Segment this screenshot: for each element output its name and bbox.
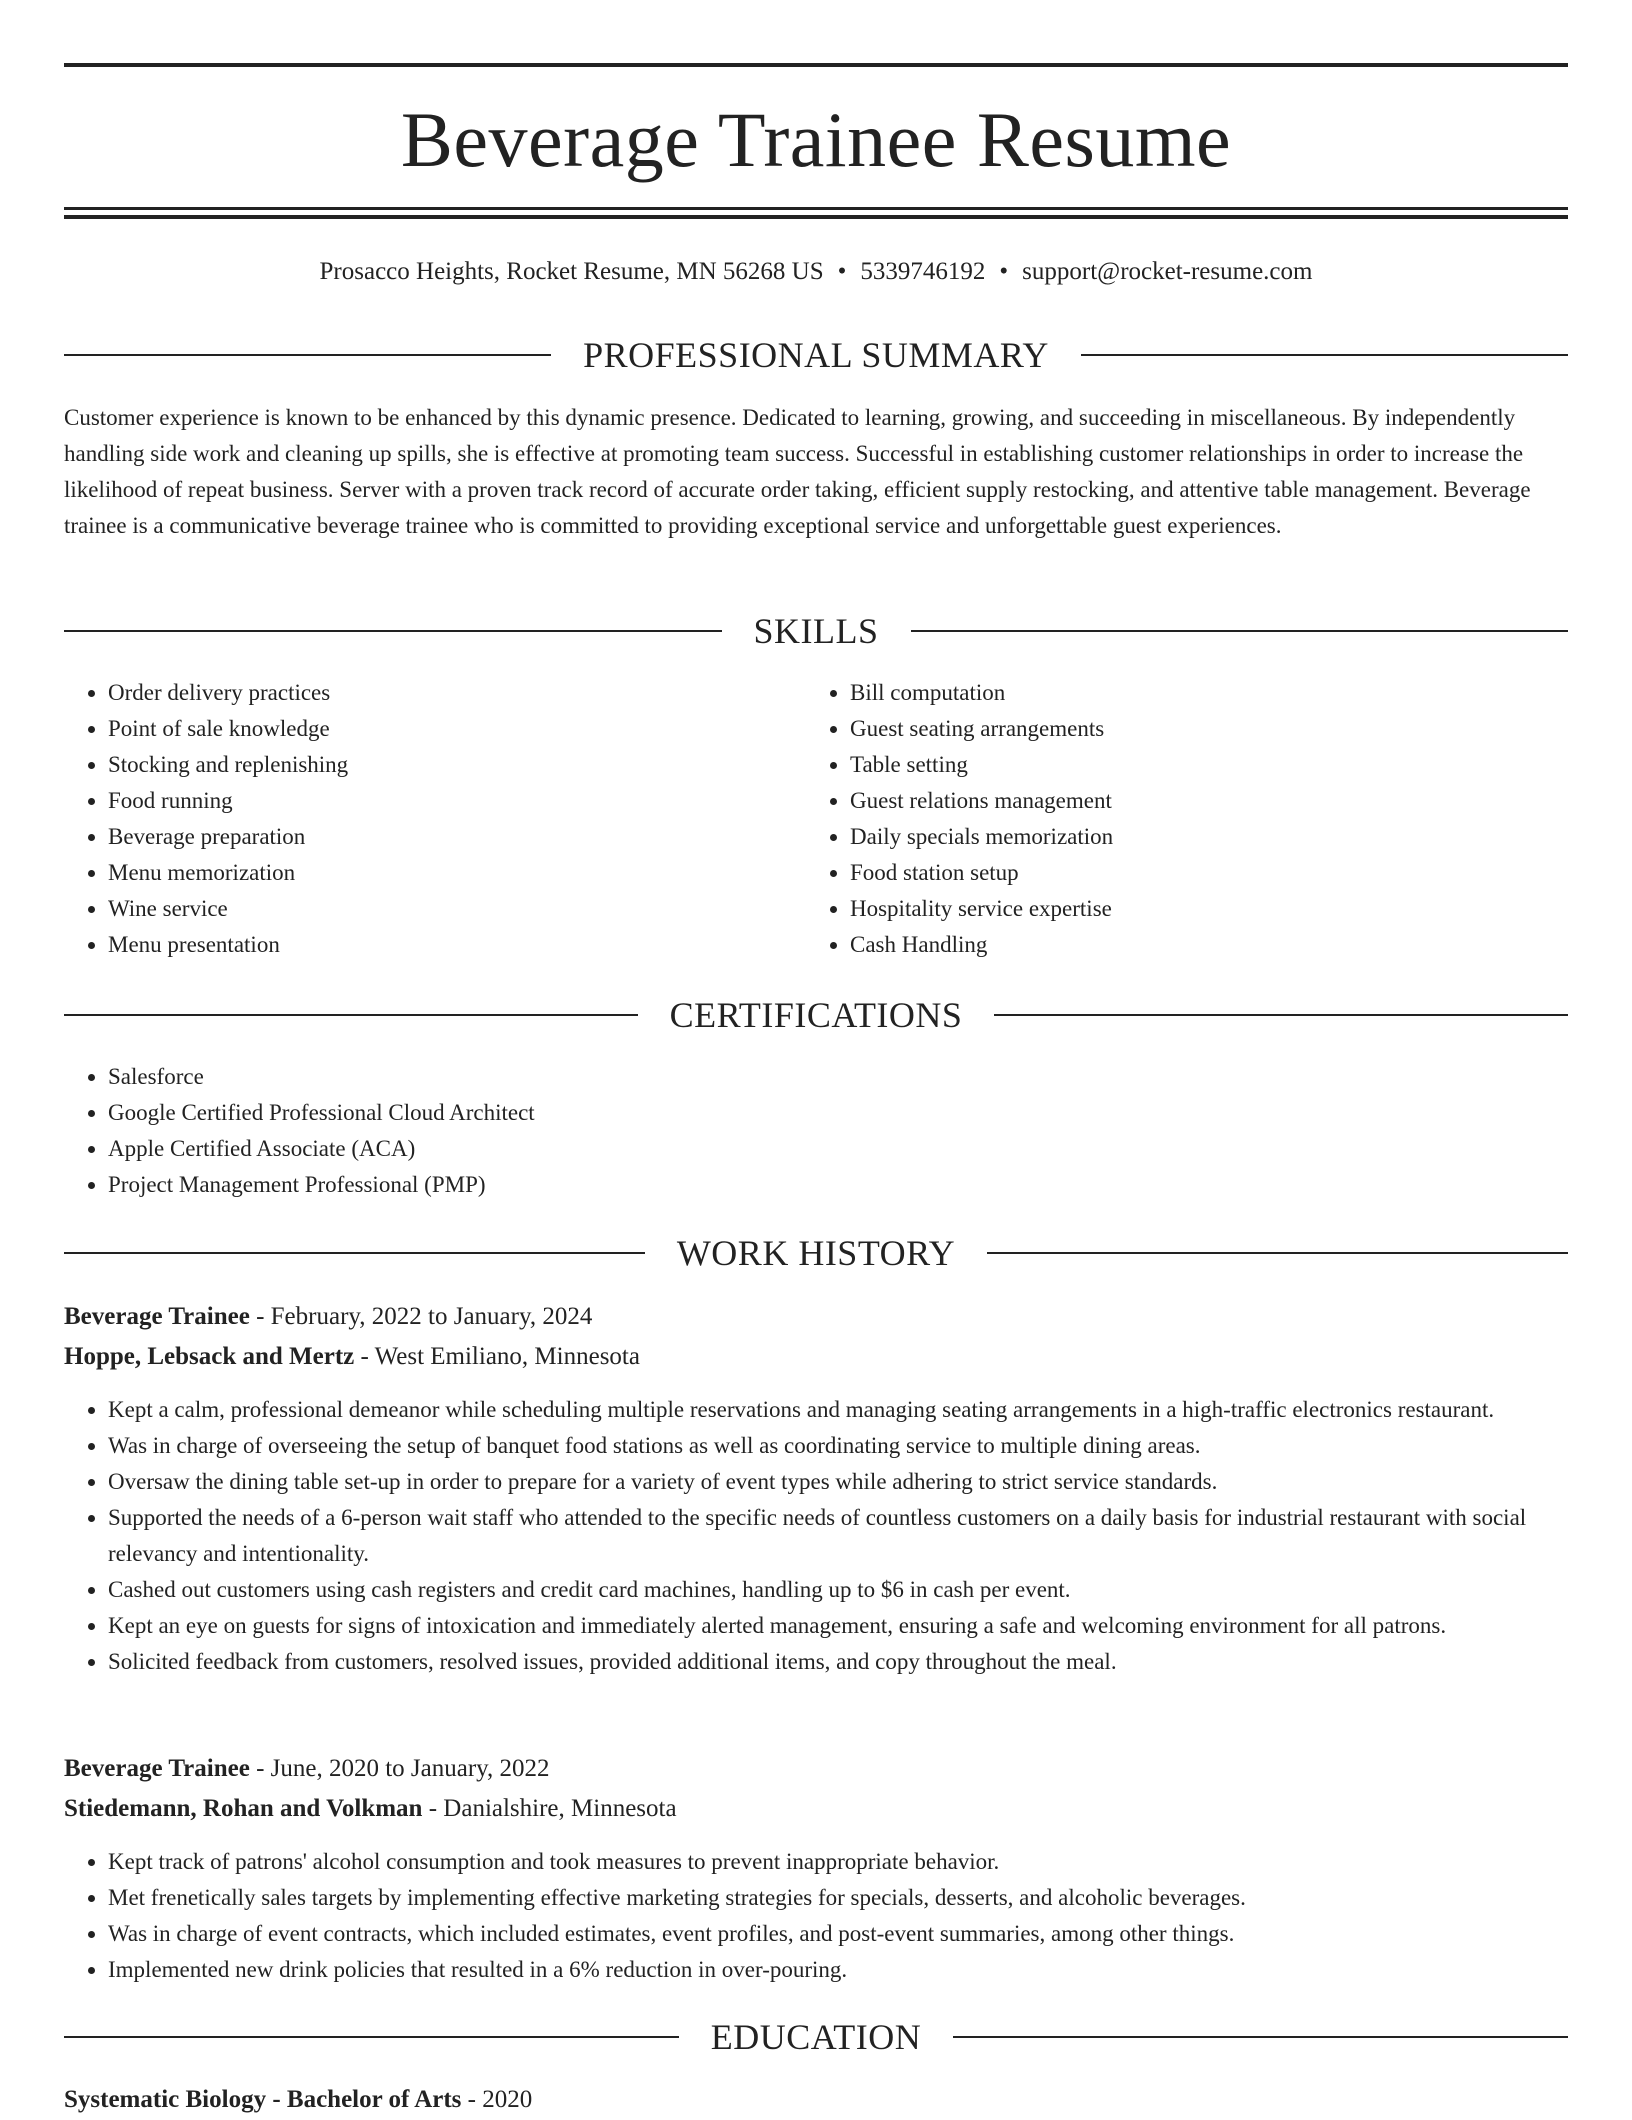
education-year: - 2020 [461,2086,533,2113]
section-title: CERTIFICATIONS [669,995,963,1035]
skill-item: • Cash Handling [850,927,1566,963]
job-company-line [64,1789,1568,1829]
contact-email: support@rocket-resume.com [1022,258,1313,285]
divider-line [64,1014,638,1016]
divider-line [953,2036,1568,2038]
job-bullet: • Kept track of patrons' alcohol consumption and took measures to prevent inappropriate behavior. [108,1844,1568,1880]
job-bullet: • Kept an eye on guests for signs of intoxication and immediately alerted management, ensuring a safe and welcoming environment for all patrons. [108,1608,1568,1644]
skill-item: • Food running [108,783,764,819]
divider-line [911,630,1569,632]
job-title-line [64,1749,1568,1789]
section-header-summary [64,333,1568,377]
skill-item: • Guest seating arrangements [850,711,1566,747]
section-title: SKILLS [753,611,879,651]
job-bullets [64,1844,1568,1988]
title-rule-upper [64,207,1568,210]
skill-item: • Menu presentation [108,927,764,963]
resume-title: Beverage Trainee Resume [400,96,1232,183]
job-bullet: • Implemented new drink policies that resulted in a 6% reduction in over-pouring. [108,1952,1568,1988]
divider-line [987,1252,1568,1254]
skills-column-right [806,675,1566,963]
job-bullet: • Met frenetically sales targets by implementing effective marketing strategies for specials, desserts, and alcoholic beverages. [108,1880,1568,1916]
job-bullets [64,1392,1568,1680]
job-company: Hoppe, Lebsack and Mertz [64,1343,355,1370]
job-company: Stiedemann, Rohan and Volkman [64,1795,423,1822]
skills-column-left [64,675,764,963]
divider-line [64,1252,645,1254]
skill-item: • Table setting [850,747,1566,783]
job-dates: - February, 2022 to January, 2024 [249,1303,593,1330]
section-title: WORK HISTORY [676,1233,956,1273]
certification-item: • Salesforce [108,1059,1568,1095]
job-bullet: • Was in charge of event contracts, which included estimates, event profiles, and post-event summaries, among other things. [108,1916,1568,1952]
job-bullet: • Cashed out customers using cash registers and credit card machines, handling up to $6 in cash per event. [108,1572,1568,1608]
skill-item: • Daily specials memorization [850,819,1566,855]
certification-item: • Project Management Professional (PMP) [108,1167,1568,1203]
job-company-line [64,1337,1568,1377]
skill-item: • Wine service [108,891,764,927]
skill-item: • Hospitality service expertise [850,891,1566,927]
certification-item: • Apple Certified Associate (ACA) [108,1131,1568,1167]
job-location: - West Emiliano, Minnesota [354,1343,640,1370]
education-line [64,2080,1568,2120]
section-header-skills [64,609,1568,653]
skill-item: • Food station setup [850,855,1566,891]
job-bullet: • Oversaw the dining table set-up in order to prepare for a variety of event types while adhering to strict service standards. [108,1464,1568,1500]
contact-address: Prosacco Heights, Rocket Resume, MN 56268 US [319,258,824,285]
skill-item: • Beverage preparation [108,819,764,855]
job-location: - Danialshire, Minnesota [422,1795,677,1822]
top-rule [64,63,1568,67]
skill-item: • Bill computation [850,675,1566,711]
section-header-work-history [64,1231,1568,1275]
title-rule-lower [64,215,1568,219]
skill-item: • Point of sale knowledge [108,711,764,747]
job-bullet: • Solicited feedback from customers, resolved issues, provided additional items, and copy throughout the meal. [108,1644,1568,1680]
job-title: Beverage Trainee [64,1303,250,1330]
job-dates: - June, 2020 to January, 2022 [249,1755,550,1782]
skill-item: • Menu memorization [108,855,764,891]
job-bullet: • Kept a calm, professional demeanor while scheduling multiple reservations and managing seating arrangements in a high-traffic electronics restaurant. [108,1392,1568,1428]
skill-item: • Order delivery practices [108,675,764,711]
divider-line [64,630,722,632]
section-title: EDUCATION [710,2017,922,2057]
divider-line [994,1014,1568,1016]
job-title: Beverage Trainee [64,1755,250,1782]
skill-item: • Stocking and replenishing [108,747,764,783]
contact-separator: • [999,258,1009,285]
divider-line [64,354,551,356]
education-degree: Systematic Biology - Bachelor of Arts [64,2086,462,2113]
job-title-line [64,1297,1568,1337]
certification-item: • Google Certified Professional Cloud Architect [108,1095,1568,1131]
section-header-education [64,2015,1568,2059]
job-bullet: • Was in charge of overseeing the setup of banquet food stations as well as coordinating service to multiple dining areas. [108,1428,1568,1464]
job-bullet: • Supported the needs of a 6-person wait staff who attended to the specific needs of countless customers on a daily basis for industrial restaurant with social relevancy and intentionality. [108,1500,1568,1572]
divider-line [1081,354,1568,356]
section-header-certifications [64,993,1568,1037]
contact-line [64,252,1568,292]
section-title: PROFESSIONAL SUMMARY [583,335,1049,375]
contact-phone: 5339746192 [860,258,986,285]
divider-line [64,2036,679,2038]
certifications-list [64,1059,1568,1203]
contact-separator: • [837,258,847,285]
summary-text: Customer experience is known to be enhanced by this dynamic presence. Dedicated to learning, growing, and succeeding in miscellaneous. By independently handling side work and cleaning up spills, she is effective at promoting team success. Successful in establishing customer relationships in order to increase the likelihood of repeat business. Server with a proven track record of accurate order taking, efficient supply restocking, and attentive table management. Beverage trainee is a communicative beverage trainee who is committed to providing exceptional service and unforgettable guest experiences. [64,405,1531,538]
skill-item: • Guest relations management [850,783,1566,819]
